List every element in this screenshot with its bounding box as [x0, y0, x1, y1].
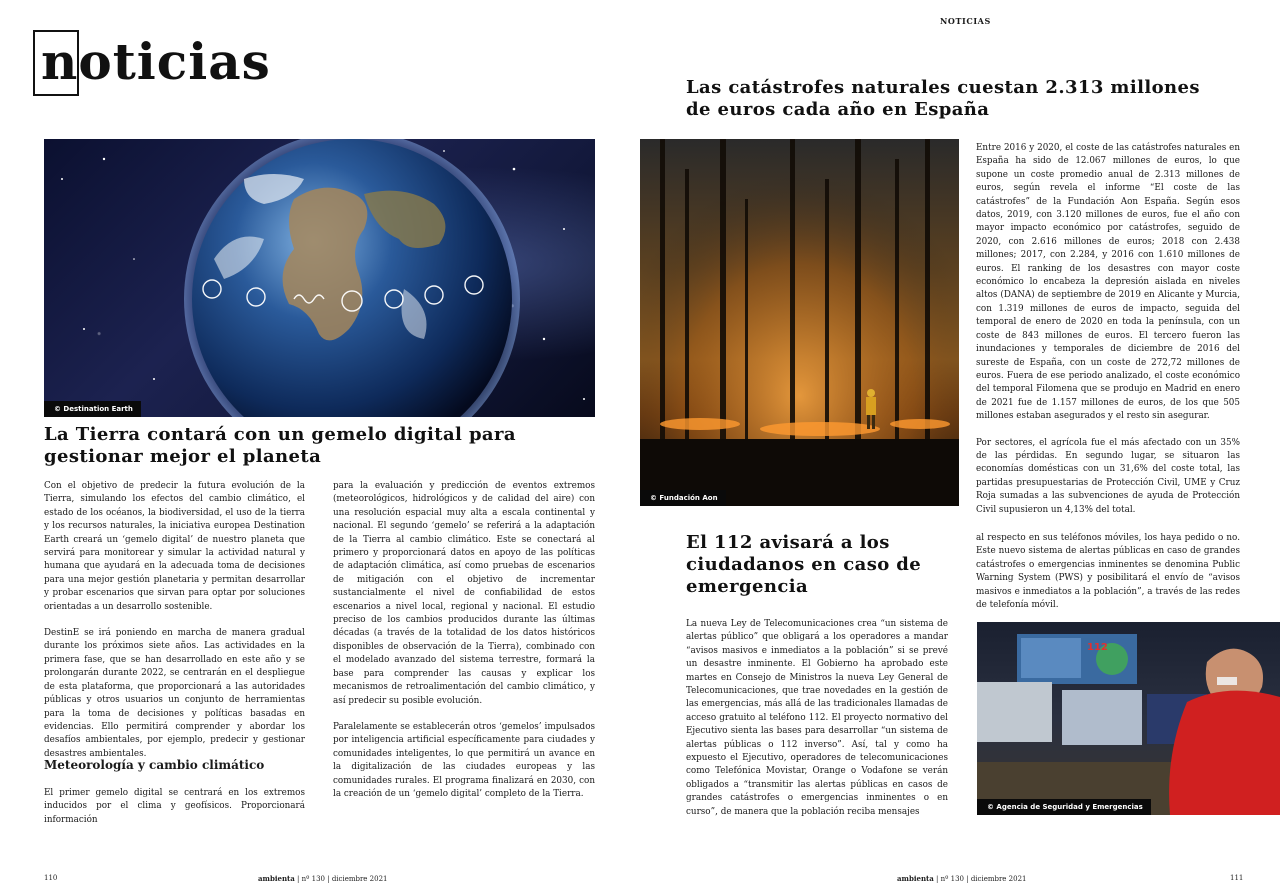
footer-magazine	[897, 874, 1026, 883]
paragraph: La nueva Ley de Telecomunicaciones crea “un sistema de alertas público” que obligará a los operadores a mandar “avisos masivos e inmediatos a la población” si se prevé un desastre inminente. El Gobierno ha aprobado este martes en Consejo de Ministros la nueva Ley General de Telecomunicaciones, que trae novedades en la gestión de las emergencias, más allá de las tradicionales llamadas de acceso gratuito al teléfono 112. El proyecto normativo del Ejecutivo sienta las bases para desarrollar “un sistema de alertas públicas o 112 inverso”. Así, tal y como ha expuesto el Ejecutivo, operadores de telecomunicaciones como Telefónica Movistar, Orange o Vodafone se verán obligados a “transmitir las alertas públicas en casos de grandes catástrofes o emergencias inminentes o en curso”, de manera que la población reciba mensajes	[686, 619, 948, 817]
right-page	[640, 0, 1280, 892]
paragraph: DestinE se irá poniendo en marcha de manera gradual durante los próximos siete años. Las actividades en la primera fase, que se han desarrollado en este año y se prolongarán durante 2022, se centrarán en el despliegue de esta plataforma, que proporcionará a las autoridades públicas y otros usuarios un conjunto de herramientas para la toma de decisiones y políticas basadas en evidencias. Ello permitirá comprender y abordar los desafíos ambientales, por ejemplo, predecir y gestionar desastres ambientales.	[44, 628, 305, 759]
paragraph: Con el objetivo de predecir la futura evolución de la Tierra, simulando los efectos del cambio climático, el estado de los océanos, la biodiversidad, el uso de la tierra y los recursos naturales, la iniciativa europea Destination Earth creará un ‘gemelo digital’ de nuestro planeta que servirá para monitorear y simular la actividad natural y humana que ayudará en la adecuada toma de decisiones para una mejor gestión planetaria y permitan desarrollar y probar escenarios que sirvan para optar por soluciones orientadas a un desarrollo sostenible.	[44, 481, 305, 612]
image-credit: © Agencia de Seguridad y Emergencias	[977, 799, 1151, 815]
article-column	[976, 532, 1240, 612]
paragraph: al respecto en sus teléfonos móviles, los haya pedido o no. Este nuevo sistema de alertas públicas en caso de grandes catástrofes o emergencias inminentes se denomina Public Warning System (PWS) y posibilitará el envío de “avisos masivos e inmediatos a la población”, a través de las redes de telefonía móvil.	[976, 533, 1240, 611]
magazine-name: ambienta	[897, 874, 934, 883]
section-subhead: Meteorología y cambio climático	[44, 758, 265, 772]
wildfire-illustration	[640, 139, 959, 506]
issue-info: | nº 130 | diciembre 2021	[933, 875, 1027, 883]
paragraph: para la evaluación y predicción de eventos extremos (meteorológicos, hidrológicos y de calidad del aire) con una resolución espacial muy alta a escala continental y nacional. El segundo ‘gemelo’ se referirá a la adaptación de la Tierra al cambio climático. Este se conectará al primero y proporcionará datos en apoyo de las políticas de adaptación climática, así como pruebas de escenarios de mitigación con el objetivo de incrementar sustancialmente el nivel de confiabilidad de estos escenarios a nivel local, regional y nacional. El estudio preciso de los cambios producidos durante las últimas décadas (a través de la totalidad de los datos históricos disponibles de observación de la Tierra), combinado con el modelado avanzado del sistema terrestre, formará la base para comprender las causas y explicar los mecanismos de retroalimentación del cambio climático, y así predecir su posible evolución.	[333, 481, 595, 706]
footer-magazine	[258, 874, 387, 883]
control-room-photo	[977, 622, 1280, 815]
article-column	[976, 142, 1240, 517]
page-number: 110	[44, 874, 58, 882]
title-line: El 112 avisará a los	[686, 532, 890, 553]
paragraph: Paralelamente se establecerán otros ‘gemelos’ impulsados por inteligencia artificial específicamente para ciudades y comunidades inteligentes, lo que permitirá un avance en la digitalización de las ciudades europeas y las comunidades rurales. El programa finalizará en 2030, con la creación de un ‘gemelo digital’ completo de la Tierra.	[333, 721, 595, 799]
article-column-1	[44, 480, 305, 761]
screen-label: 112	[1087, 642, 1108, 653]
logo-text: noticias	[41, 32, 271, 91]
title-line: de euros cada año en España	[686, 99, 990, 120]
article-column-2	[333, 480, 595, 801]
wildfire-photo	[640, 139, 959, 506]
image-credit: © Fundación Aon	[640, 490, 726, 506]
issue-info: | nº 130 | diciembre 2021	[294, 875, 388, 883]
left-page	[0, 0, 630, 892]
page-number: 111	[1230, 874, 1244, 882]
article-column	[686, 618, 948, 819]
magazine-name: ambienta	[258, 874, 295, 883]
article-column-1b	[44, 787, 305, 827]
article-title	[44, 424, 604, 468]
section-label: NOTICIAS	[940, 16, 991, 26]
article-title	[686, 77, 1246, 121]
earth-illustration	[44, 139, 595, 417]
control-room-illustration	[977, 622, 1280, 815]
title-line: gestionar mejor el planeta	[44, 446, 322, 467]
paragraph: El primer gemelo digital se centrará en los extremos inducidos por el clima y geofísicos. Proporcionará información	[44, 788, 305, 825]
earth-photo	[44, 139, 595, 417]
title-line: ciudadanos en caso de	[686, 554, 922, 575]
title-line: Las catástrofes naturales cuestan 2.313 millones	[686, 77, 1200, 98]
paragraph: Entre 2016 y 2020, el coste de las catástrofes naturales en España ha sido de 12.067 millones de euros, lo que supone un coste promedio anual de 2.313 millones de euros, según revela el informe “El coste de las catástrofes” de la Fundación Aon España. Según esos datos, 2019, con 3.120 millones de euros, fue el año con mayor impacto económico por catástrofes, seguido de 2020, con 2.616 millones de euros; 2018 con 2.438 millones; 2017, con 2.284, y 2016 con 1.610 millones de euros. El ranking de los desastres con mayor coste económico lo encabeza la depresión aislada en niveles altos (DANA) de septiembre de 2019 en Alicante y Murcia, con 1.319 millones de euros de impacto, seguida del temporal de enero de 2020 en toda la península, con un coste de 843 millones de euros. El tercero fueron las inundaciones y temporales de diciembre de 2016 del sureste de España, con un coste de 272,72 millones de euros. Fuera de ese periodo analizado, el coste económico del temporal Filomena que se produjo en Madrid en enero de 2021 fue de 1.157 millones de euros, de los que 505 millones estaban asegurados y el resto sin asegurar.	[976, 143, 1240, 422]
title-line: emergencia	[686, 576, 809, 597]
image-credit: © Destination Earth	[44, 401, 141, 417]
article-title	[686, 532, 976, 598]
paragraph: Por sectores, el agrícola fue el más afectado con un 35% de las pérdidas. En segundo lugar, se situaron las economías domésticas con un 31,6% del coste total, las partidas presupuestarias de Protección Civil, UME y Cruz Roja sumadas a las subvenciones de ayuda de Protección Civil supusieron un 4,13% del total.	[976, 437, 1240, 515]
title-line: La Tierra contará con un gemelo digital para	[44, 424, 516, 445]
